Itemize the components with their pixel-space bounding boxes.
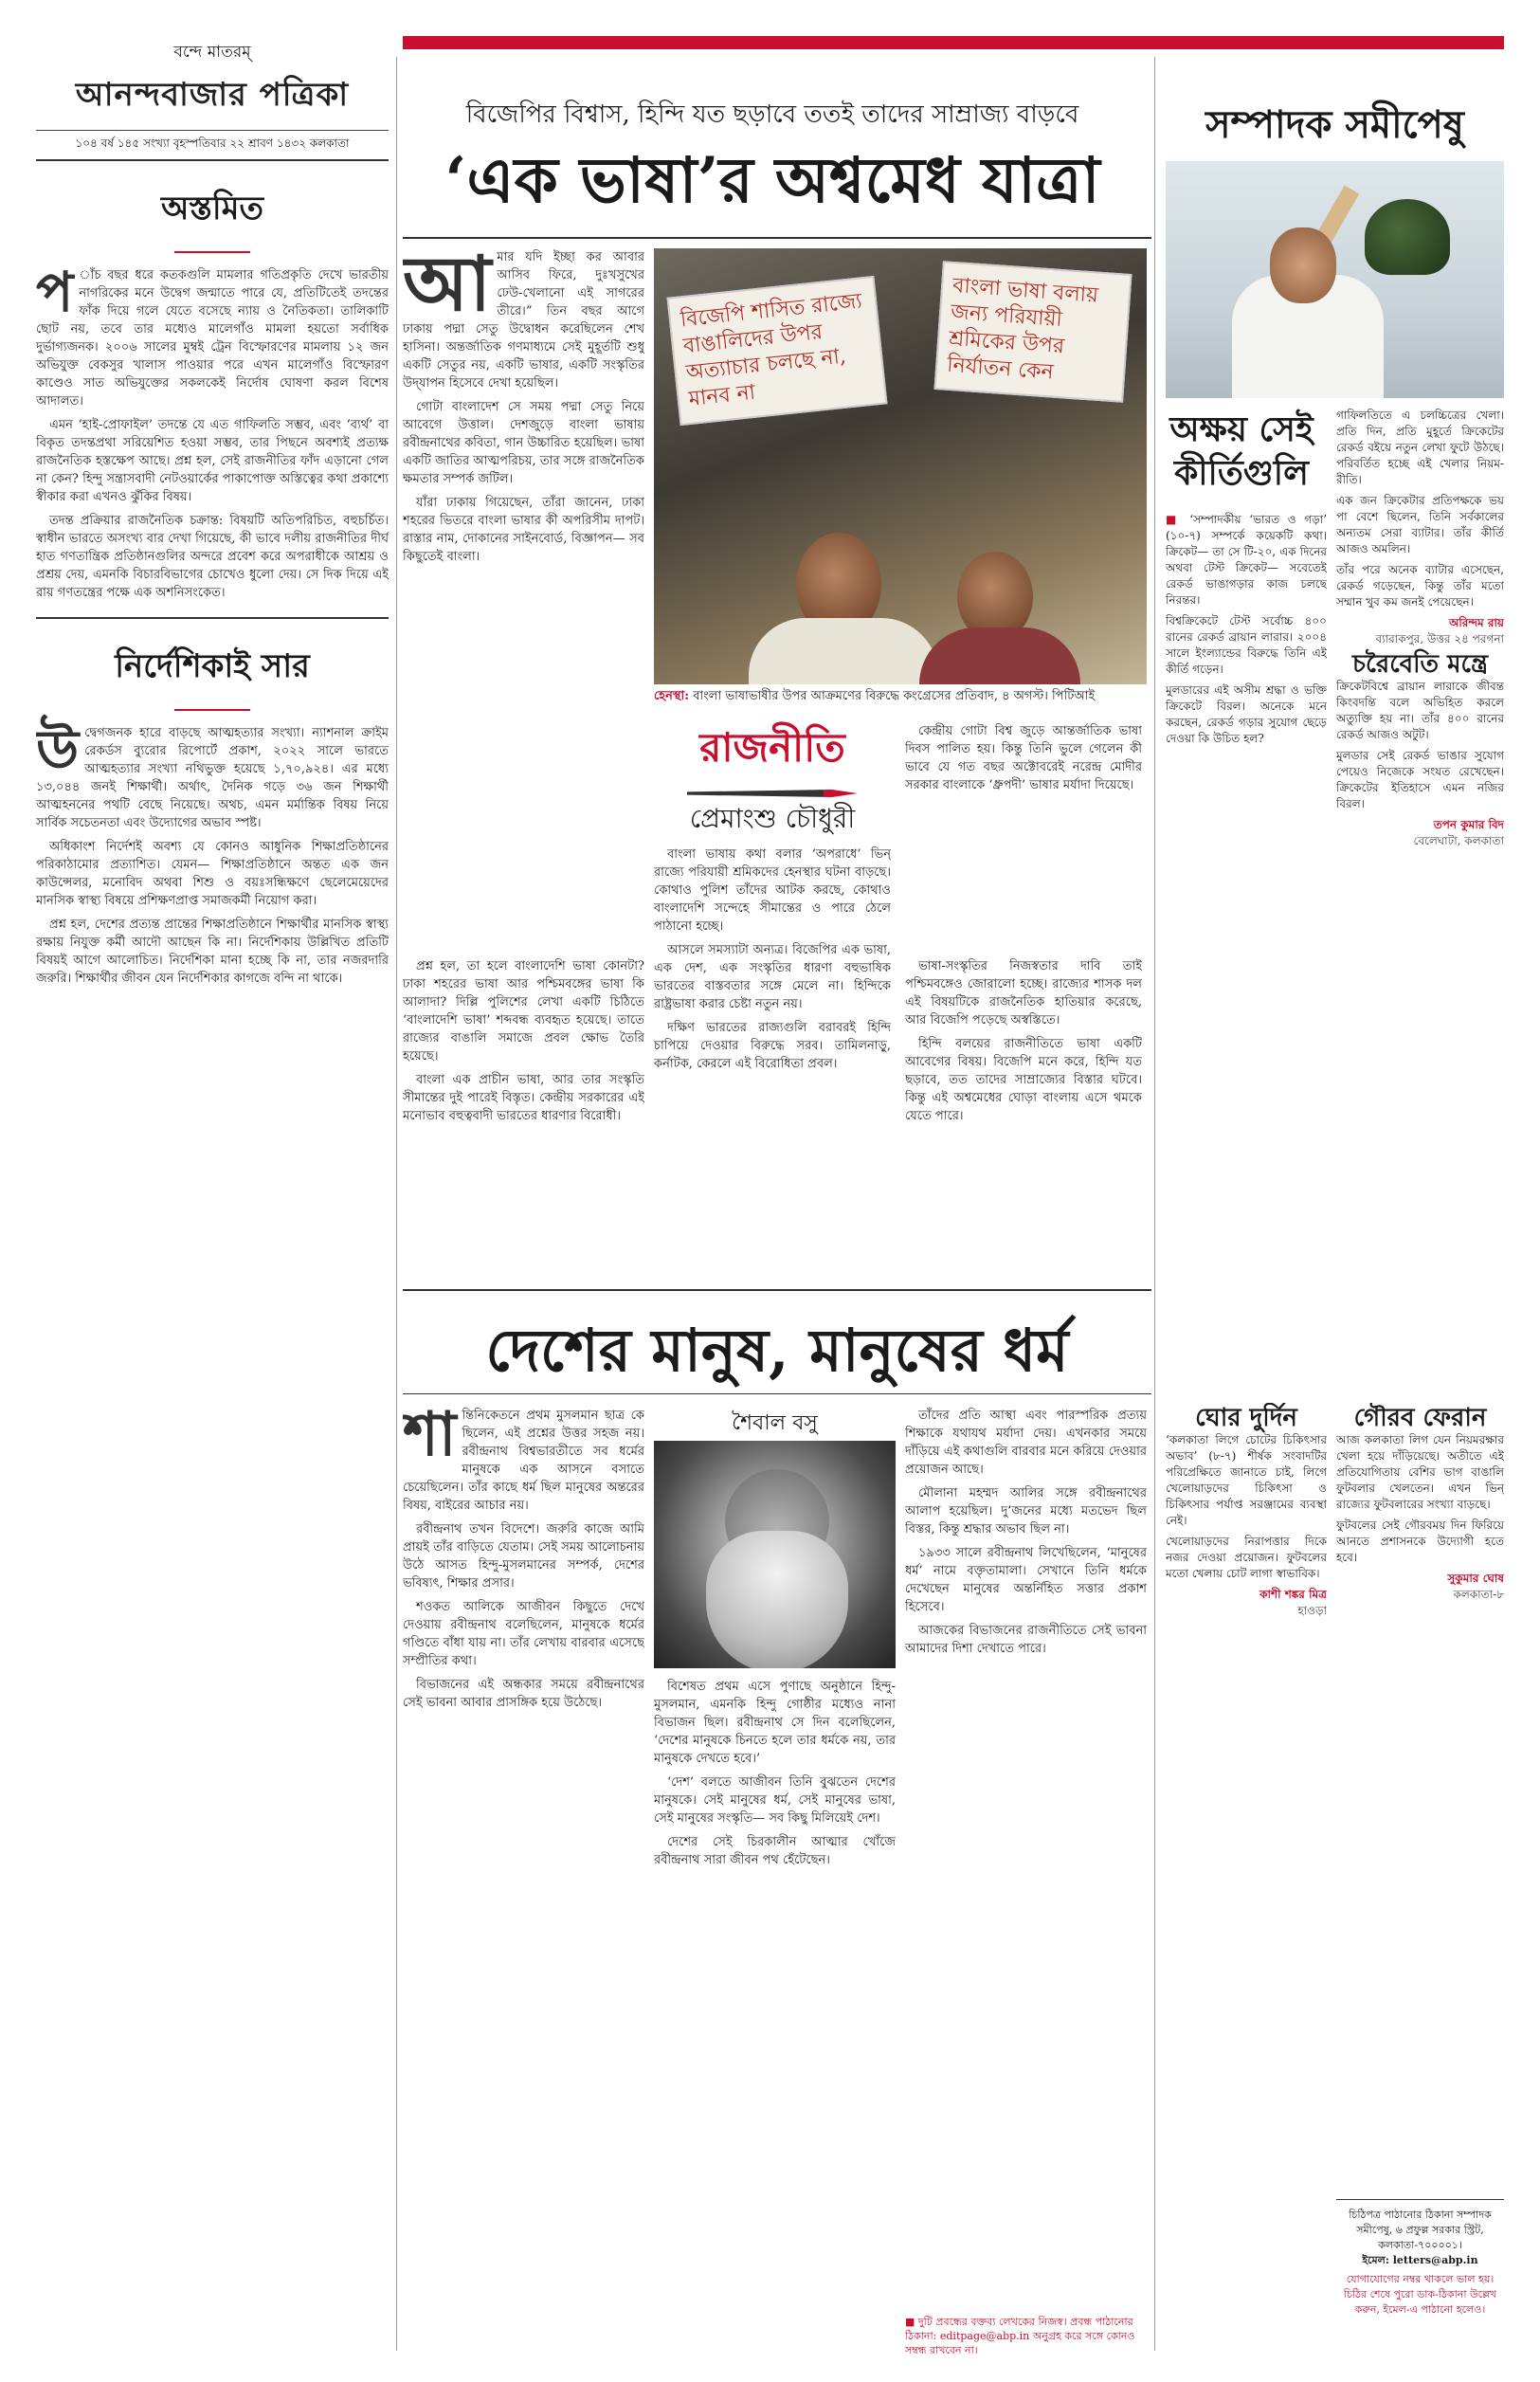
letter4-title: গৌরব ফেরান — [1353, 1404, 1487, 1432]
lead-column-2 — [905, 722, 1142, 950]
protest-photo — [654, 248, 1147, 684]
lead-kicker: বিজেপির বিশ্বাস, হিন্দি যত ছড়াবে ততই তাদের সাম্রাজ্য বাড়বে — [465, 100, 1079, 129]
placard-left: বিজেপি শাসিত রাজ্যে বাঙালিদের উপর অত্যাচার চলছে না, মানব না — [666, 276, 887, 426]
cricketer-photo — [1166, 161, 1504, 398]
lead-headline: ‘এক ভাষা’র অশ্বমেধ যাত্রা — [444, 143, 1100, 217]
editorial1-dropcap: প — [36, 260, 74, 324]
caption-tag: হেনস্থা: — [654, 689, 690, 703]
lead-para: প্রশ্ন হল, তা হলে বাংলাদেশি ভাষা কোনটা? ঢাকা শহরের ভাষা আর পশ্চিমবঙ্গের ভাষা কি আলাদা? দিল্লি পুলিশের লেখা একটি চিঠিতে ‘বাংলাদেশি ভাষা’ শব্দবন্ধ ব্যবহৃত হয়েছে। তাতে রাজ্যের বাঙালি সমাজে প্রবল ক্ষোভ তৈরি হয়েছে। — [403, 959, 644, 1064]
cricketer-face — [1270, 227, 1336, 303]
cricket-helmet-icon — [1365, 199, 1450, 275]
letter2-signature — [1336, 817, 1504, 849]
column-divider-right — [1154, 57, 1155, 2351]
editorial2-para: দ্বেগজনক হারে বাড়ছে আত্মহত্যার সংখ্যা। ন্যাশনাল ক্রাইম রেকর্ডস ব্যুরোর রিপোর্টে প্রকাশ, ২০২২ সালে ভারতে আত্মহত্যার সংখ্যা নথিভুক্ত হয়েছে ১,৭০,৯২৪। এর মধ্যে ১৩,০৪৪ জনই শিক্ষার্থী। অর্থাৎ, দৈনিক গড়ে ৩৬ জন শিক্ষার্থী আত্মহননের পথটি বেছে নিয়েছে। অথচ, এমন মর্মান্তিক বিষয় নিয়ে সার্বিক সচেতনতা এবং উদ্যোগের অভাব স্পষ্ট। — [36, 726, 389, 830]
story2-para: শওকত আলিকে আজীবন কিছুতে দেখে দেওয়ায় রবীন্দ্রনাথ বলেছিলেন, মানুষকে ধর্মের গণ্ডিতে বাঁধা যায় না। তাঁর লেখায় বারবার এসেছে সম্প্রীতির কথা। — [403, 1600, 644, 1668]
editorial1-para: াঁচ বছর ধরে কতকগুলি মামলার গতিপ্রকৃতি দেখে ভারতীয় নাগরিকের মনে উদ্বেগ জন্মাতে পারে যে, প্রতিটিতেই তদন্তের ফাঁক দিয়ে গলে যেতে বসেছে ন্যায় ও নৈতিকতা। তালিকাটি ছোট নয়, তবে তার মধ্যেও মালেগাঁও মামলা হয়তো সর্বাধিক দুর্ভাগ্যজনক। ২০০৬ সালের মুম্বই ট্রেন বিস্ফোরণের মামলায় ১২ জন অভিযুক্ত বেকসুর খালাস পাওয়ার পরে এখন মালেগাঁও বিস্ফোরণ কাণ্ডেও সাত অভিযুক্তের সকলকেই নির্দোষ ঘোষণা করল বিশেষ আদালত। — [36, 268, 389, 409]
lead-para: বাংলা ভাষায় কথা বলার ‘অপরাধে’ ভিন্ রাজ্যে পরিযায়ী শ্রমিকদের হেনস্থার ঘটনা বাড়ছে। কোথাও পুলিশ তাঁদের আটক করছে, কোথাও বাংলাদেশি সন্দেহে সীমান্তের ও পারে ঠেলে পাঠানো হচ্ছে। — [654, 847, 891, 934]
letters-column-1 — [1166, 512, 1327, 1393]
editorial2-title: নির্দেশিকাই সার — [115, 647, 310, 685]
portrait-photo — [654, 1441, 896, 1668]
letters-disclaimer: যোগাযোগের নম্বর থাকলে ভাল হয়। চিঠির শেষে পুরো ডাক-ঠিকানা উল্লেখ করুন, ইমেল-এ পাঠানো হলেও। — [1343, 2273, 1497, 2316]
bullet-icon: ■ — [1166, 513, 1190, 526]
story2-column-2 — [654, 1678, 896, 2345]
letter4-name: সুকুমার ঘোষ — [1447, 1572, 1504, 1585]
lead-para: গোটা বাংলাদেশ সে সময় পদ্মা সেতু নিয়ে আবেগে উত্তাল। দেশজুড়ে বাংলা ভাষায় রবীন্দ্রনাথের কবিতা, গান উচ্চারিত হয়েছিল। ভাষা একটি জাতির আত্মপরিচয়, তার সঙ্গে রাজনৈতিক ক্ষমতার সম্পর্ক জটিল। — [403, 400, 644, 486]
lead-column-3 — [654, 846, 891, 1282]
lead-column-1 — [403, 248, 644, 950]
editorial2-para: অধিকাংশ নির্দেশই অবশ্য যে কোনও আধুনিক শিক্ষাপ্রতিষ্ঠানের পরিকাঠামোর প্রত্যাশিত। যেমন— শিক্ষাপ্রতিষ্ঠানে অন্তত এক জন কাউন্সেলর, মনোবিদ অথবা শিশু ও বয়ঃসন্ধিক্ষণে ছেলেমেয়েদের মানসিক স্বাস্থ্য বিষয়ে প্রশিক্ষণপ্রাপ্ত সমাজকর্মী নিয়োগ করা। — [36, 840, 389, 908]
lead-column-1b — [403, 957, 644, 1282]
editorial1-para: এমন ‘হাই-প্রোফাইল’ তদন্তে যে এত গাফিলতি সম্ভব, এবং ‘ব্যর্থ’ বা বিকৃত তদন্তপ্রথা সরিয়েশিত হওয়া সম্ভব, তার পিছনে অবশ্যই প্রত্যক্ষ রাজনৈতিক হস্তক্ষেপ আছে। প্রশ্ন হল, সেই রাজনীতির ফাঁদ এড়ানো গেল না কেন? হিন্দু সন্ত্রাসবাদী নেটওয়ার্কের পাকাপোক্ত অস্তিত্বের কথা প্রকাশ্যে স্বীকার করা এখনও ঝুঁকির বিষয়। — [36, 418, 389, 504]
letter2-title: চরৈবেতি মন্ত্রে — [1351, 650, 1489, 679]
letter4-place: কলকাতা-৮ — [1453, 1588, 1504, 1601]
story2-para: ন্তিনিকেতনে প্রথম মুসলমান ছাত্র কে ছিলেন, এই প্রশ্নের উত্তর সহজ নয়। রবীন্দ্রনাথ বিশ্বভারতীতে সব ধর্মের মানুষকে এক আসনে বসাতে চেয়েছিলেন। তাঁর কাছে ধর্ম ছিল মানুষের অন্তরের বিষয়, বাইরের আচার নয়। — [403, 1409, 644, 1513]
letter-para: খেলোয়াড়দের নিরাপত্তার দিকে নজর দেওয়া প্রয়োজন। ফুটবলের মতো খেলায় চোট লাগা স্বাভাবিক। — [1166, 1535, 1327, 1580]
caption-text: বাংলা ভাষাভাষীর উপর আক্রমণের বিরুদ্ধে কংগ্রেসের প্রতিবাদ, ৪ অগস্ট। পিটিআই — [693, 689, 1096, 703]
editorial2-body — [36, 718, 389, 988]
editorial2-para: প্রশ্ন হল, দেশের প্রত্যন্ত প্রান্তের শিক্ষাপ্রতিষ্ঠানে শিক্ষার্থীর মানসিক স্বাস্থ্য রক্ষায় নিযুক্ত কর্মী আদৌ আছেন কি না। নির্দেশিকায় উল্লিখিত প্রতিটি বিষয়ই আগে আলোচিত। নির্দেশিকা মানা হচ্ছে কি না, তার নজরদারি জরুরি। শিক্ষার্থীর জীবন যেন নির্দেশিকার কাগজে বন্দি না থাকে। — [36, 918, 389, 986]
letter-para: গাফিলতিতে এ চলচ্চিত্রের খেলা। প্রতি দিন, প্রতি মুহূর্তে ক্রিকেটের রেকর্ড বইয়ে নতুন লেখা ফুটে উঠছে। পরিবর্তিত হচ্ছে এই খেলার নিয়ম-রীতি। — [1336, 409, 1504, 486]
editorial1-rule — [174, 251, 250, 253]
protester-shirt — [919, 627, 1080, 684]
letter3-place: হাওড়া — [1297, 1604, 1327, 1617]
letters-column-4 — [1336, 1403, 1504, 2190]
letter2-name: তপন কুমার বিদ — [1433, 818, 1504, 831]
letters-email[interactable]: ইমেল: letters@abp.in — [1362, 2254, 1478, 2266]
pen-icon — [687, 790, 858, 797]
letter3-title: ঘোর দুর্দিন — [1195, 1404, 1297, 1432]
letter-para: তাঁর পরে অনেক ব্যাটার এসেছেন, রেকর্ড গড়েছেন, কিন্তু তাঁর মতো সম্মান খুব কম জনই পেয়েছেন। — [1336, 563, 1504, 609]
story2-para: দেশের সেই চিরকালীন আত্মার খোঁজে রবীন্দ্রনাথ সারা জীবন পথ হেঁটেছেন। — [654, 1835, 896, 1867]
letter-para: এক জন ক্রিকেটার প্রতিপক্ষকে ভয় পা বেশে ছিলেন, তিনি সর্বকালের অন্যতম সেরা ব্যাটার। তাঁর কীর্তি আজও অমলিন। — [1336, 494, 1504, 555]
lead-para: বাংলা এক প্রাচীন ভাষা, আর তার সংস্কৃতি সীমান্তের দুই পারেই বিস্তৃত। কেন্দ্রীয় সরকারের এই মনোভাব বহুত্ববাদী ভারতের ধারণার বিরোধী। — [403, 1073, 644, 1123]
letter-para: ক্রিকেটবিশ্বে ব্রায়ান লারাকে জীবন্ত কিংবদন্তি বলে অভিহিত করলে অত্যুক্তি হয় না। তাঁর ৪০০ রানের রেকর্ড আজও অটুট। — [1336, 680, 1504, 741]
placard-right: বাংলা ভাষা বলায় জন্য পরিযায়ী শ্রমিকের উপর নির্যাতন কেন — [934, 261, 1132, 403]
letters-header: সম্পাদক সমীপেষু — [1166, 95, 1504, 172]
lead-para: আসলে সমস্যাটা অন্যত্র। বিজেপির এক ভাষা, এক দেশ, এক সংস্কৃতির ধারণা বহুভাষিক ভারতের বাস্তবতার সঙ্গে মেলে না। হিন্দিকে রাষ্ট্রভাষা করার চেষ্টা নতুন নয়। — [654, 943, 891, 1011]
letter-para: বিশ্বক্রিকেটে টেস্ট সর্বোচ্চ ৪০০ রানের রেকর্ড ব্রায়ান লারার। ২০০৪ সালে ইংল্যান্ডের বিরুদ্ধে তিনি এই কীর্তি গড়েন। — [1166, 614, 1327, 676]
letter-para: মুলডারের এই অসীম শ্রদ্ধা ও ভক্তি ক্রিকেটে বিরল। অনেকে মনে করছেন, রেকর্ড গড়ার সুযোগ ছেড়ে দেওয়া কি উচিত হল? — [1166, 683, 1327, 745]
letters-column-2 — [1336, 408, 1504, 1393]
letter1-name: অরিন্দম রায় — [1448, 616, 1504, 629]
masthead-title: আনন্দবাজার পত্রিকা — [75, 76, 350, 114]
portrait-beard — [706, 1531, 848, 1668]
letter3-name: কাশী শঙ্কর মিত্র — [1259, 1588, 1327, 1601]
story2-para: মৌলানা মহম্মদ আলির সঙ্গে রবীন্দ্রনাথের আলাপ হয়েছিল। দু’জনের মধ্যে মতভেদ ছিল বিস্তর, কিন্তু শ্রদ্ধার অভাব ছিল না। — [905, 1486, 1147, 1536]
letters-address: চিঠিপত্র পাঠানোর ঠিকানা সম্পাদক সমীপেষু, ৬ প্রফুল্ল সরকার স্ট্রিট, কলকাতা-৭০০০০১। — [1349, 2209, 1492, 2251]
story2-para: রবীন্দ্রনাথ তখন বিদেশে। জরুরি কাজে আমি প্রায়ই তাঁর বাড়িতে যেতাম। সেই সময় আলোচনায় উঠে আসত হিন্দু-মুসলমানের সম্পর্ক, দেশের ভবিষ্যৎ, শিক্ষার প্রসার। — [403, 1522, 644, 1591]
letter1-place: ব্যারাকপুর, উত্তর ২৪ পরগনা — [1375, 632, 1504, 646]
protester-shirt — [749, 618, 938, 684]
letter-para: ফুটবলের সেই গৌরবময় দিন ফিরিয়ে আনতে প্রশাসনকে উদ্যোগী হতে হবে। — [1336, 1518, 1504, 1564]
editorial1-body — [36, 260, 389, 602]
lead-column-4 — [905, 957, 1142, 1282]
editorial2-rule — [174, 709, 250, 711]
story2-column-3 — [905, 1407, 1147, 2317]
section-label — [654, 717, 891, 803]
lead-author: প্রেমাংশু চৌধুরী — [689, 803, 856, 834]
letter2-place: বেলেঘাটা, কলকাতা — [1413, 834, 1504, 847]
letter1-signature — [1336, 615, 1504, 647]
lead-rule — [403, 237, 1151, 239]
story2-dropcap: শা — [403, 1407, 457, 1470]
editorial-separator — [36, 617, 389, 619]
photo-caption — [654, 688, 1147, 705]
dateline: ১০৪ বর্ষ ১৪৫ সংখ্যা বৃহস্পতিবার ২২ শ্রাবণ ১৪৩২ কলকাতা — [36, 131, 389, 161]
lead-para: যাঁরা ঢাকায় গিয়েছেন, তাঁরা জানেন, ঢাকা শহরের ভিতরে বাংলা ভাষার কী অপরিসীম দাপট। রাস্তার নাম, দোকানের সাইনবোর্ড, বিজ্ঞাপন— সব কিছুতেই বাংলা। — [403, 496, 644, 564]
editorial2-dropcap: উ — [36, 718, 80, 782]
column-divider — [396, 57, 397, 2351]
story2-para: বিশেষত প্রথম এসে পুণাছে অনুষ্ঠানে হিন্দু-মুসলমান, এমনকি হিন্দু গোষ্ঠীর মধ্যেও নানা বিভাজন ছিল। রবীন্দ্রনাথ সে দিন বলেছিলেন, ‘দেশের মানুষকে চিনতে হলে তার ধর্মকে নয়, তার মানুষকে দেখতে হবে।’ — [654, 1680, 896, 1766]
section-name: রাজনীতি — [699, 724, 845, 771]
letter-para — [1166, 512, 1327, 609]
story2-para: ১৯৩৩ সালে রবীন্দ্রনাথ লিখেছিলেন, ‘মানুষের ধর্ম’ নামে বক্তৃতামালা। সেখানে তিনি ধর্মকে দেখেছেন মানুষের অন্তর্নিহিত সত্তার প্রকাশ হিসেবে। — [905, 1546, 1147, 1614]
letter-para: ‘কলকাতা লিগে চোটের চিকিৎসার অভাব’ (৮-৭) শীর্ষক সংবাদটির পরিপ্রেক্ষিতে জানাতে চাই, লিগে খেলোয়াড়দের চিকিৎসা ও চিকিৎসার পর্যাপ্ত সরঞ্জামের ব্যবস্থা নেই। — [1166, 1433, 1327, 1527]
letters-column-3 — [1166, 1403, 1327, 2256]
story2-para: বিভাজনের এই অন্ধকার সময়ে রবীন্দ্রনাথের সেই ভাবনা আবার প্রাসঙ্গিক হয়ে উঠেছে। — [403, 1678, 644, 1710]
letters-address-box — [1336, 2199, 1504, 2318]
story2-headline: দেশের মানুষ, মানুষের ধর্ম — [485, 1316, 1069, 1385]
lead-para: ভাষা-সংস্কৃতির নিজস্বতার দাবি তাই পশ্চিমবঙ্গেও জোরালো হচ্ছে। রাজ্যের শাসক দল এই বিষয়টিকে রাজনৈতিক হাতিয়ার করেছে, আর বিজেপি পড়েছে অস্বস্তিতে। — [905, 959, 1142, 1027]
lead-para: মার যদি ইচ্ছা কর আবার আসিব ফিরে, দুঃখসুখের ঢেউ-খেলানো এই সাগরের তীরে।” তিন বছর আগে ঢাকায় পদ্মা সেতু উদ্বোধন করেছিলেন শেখ হাসিনা। অন্তর্জাতিক গণমাধ্যমে সেই মুহূর্তটি শুধু একটি সেতুর নয়, একটি ভাষার, একটি সংস্কৃতির উদ্‌যাপন হিসেবে দেখা হয়েছিল। — [403, 250, 644, 391]
story2-para: আজকের বিভাজনের রাজনীতিতে সেই ভাবনা আমাদের দিশা দেখাতে পারে। — [905, 1624, 1147, 1656]
story2-author: শৈবাল বসু — [732, 1411, 818, 1435]
story2-column-1 — [403, 1407, 644, 2345]
top-red-bar — [403, 36, 1504, 49]
left-column — [36, 36, 389, 2349]
lead-para: দক্ষিণ ভারতের রাজ্যগুলি বরাবরই হিন্দি চাপিয়ে দেওয়ার বিরুদ্ধে সরব। তামিলনাড়ু, কর্নাটক, কেরলে এই বিরোধিতা প্রবল। — [654, 1021, 891, 1071]
story2-para: তাঁদের প্রতি আস্থা এবং পারস্পরিক প্রত্যয় শিক্ষাকে যথাযথ মর্যাদা দেয়। এখনকার সময়ে দাঁড়িয়ে এই কথাগুলি বারবার মনে করিয়ে দেওয়ার প্রয়োজন আছে। — [905, 1409, 1147, 1477]
lead-dropcap: আ — [403, 248, 492, 328]
letter3-signature — [1166, 1587, 1327, 1619]
story2-rule — [403, 1393, 1151, 1394]
letter4-signature — [1336, 1571, 1504, 1603]
story2-note: ■ দুটি প্রবন্ধের বক্তব্য লেখকের নিজস্ব। প্রবন্ধ পাঠানোর ঠিকানা: editpage@abp.in অনুগ্রহ করে সঙ্গে কোনও সম্বন্ধ রাখবেন না। — [905, 2316, 1135, 2356]
editorial1-title: অস্তমিত — [160, 190, 263, 227]
letter1-title: অক্ষয় সেই কীর্তিগুলি — [1169, 409, 1314, 493]
letter-text: ‘সম্পাদকীয় ‘ভারত ও গড়া’ (১০-৭) সম্পর্কে কয়েকটি কথা। ক্রিকেট— তা সে টি-২০, এক দিনের অথবা টেস্ট ক্রিকেট— সবেতেই রেকর্ড ভাঙাগড়ার কাজ চলছে নিরন্তর। — [1166, 513, 1327, 607]
editorial1-para: তদন্ত প্রক্রিয়ার রাজনৈতিক চক্রান্ত: বিষয়টি অতিপরিচিত, বহুচর্চিত। স্বাধীন ভারতে অসংখ্য বার দেখা গিয়েছে, কী ভাবে দলীয় রাজনীতির দীর্ঘ হাত গণতান্ত্রিক প্রতিষ্ঠানগুলির অন্দরে প্রবেশ করে অপরাধীকে আশ্রয় ও প্রশ্রয় দেয়, এমনকি বিচারবিভাগের চোখেও ধুলো দেয়। সে দিক দিয়ে এই রায় গণতন্ত্রের পক্ষে এক অশনিসংকেত। — [36, 514, 389, 600]
story-separator — [403, 1289, 1151, 1291]
letter-para: আজ কলকাতা লিগ যেন নিয়মরক্ষার খেলা হয়ে দাঁড়িয়েছে। অতীতে এই প্রতিযোগিতায় বেশির ভাগ বাঙালি ফুটবলার খেলতেন। এখন ভিন্ রাজ্যের ফুটবলারের সংখ্যা বাড়ছে। — [1336, 1433, 1504, 1511]
letter-para: মুলডার সেই রেকর্ড ভাঙার সুযোগ পেয়েও নিজেকে সংযত রেখেছেন। ক্রিকেটের ইতিহাসে এমন নজির বিরল। — [1336, 749, 1504, 810]
lead-para: হিন্দি বলয়ের রাজনীতিতে ভাষা একটি আবেগের বিষয়। বিজেপি মনে করে, হিন্দি যত ছড়াবে, তত তাদের সাম্রাজ্যের বিস্তার ঘটবে। কিন্তু এই অশ্বমেধের ঘোড়া বাংলায় এসে থমকে যেতে পারে। — [905, 1037, 1142, 1123]
vande-mataram: বন্দে মাতরম্ — [173, 43, 251, 62]
lead-para: কেন্দ্রীয় গোটা বিশ্ব জুড়ে আন্তর্জাতিক ভাষা দিবস পালিত হয়। কিন্তু তিনি ভুলে গেলেন কী ভাবে যে গত বছর অক্টোবরেই নরেন্দ্র মোদীর সরকার বাংলাকে ‘ধ্রুপদী’ ভাষার মর্যাদা দিয়েছে। — [905, 724, 1142, 792]
story2-para: ‘দেশ’ বলতে আজীবন তিনি বুঝতেন দেশের মানুষকে। সেই মানুষের ধর্ম, সেই মানুষের ভাষা, সেই মানুষের সংস্কৃতি— সব কিছু মিলিয়েই দেশ। — [654, 1775, 896, 1826]
